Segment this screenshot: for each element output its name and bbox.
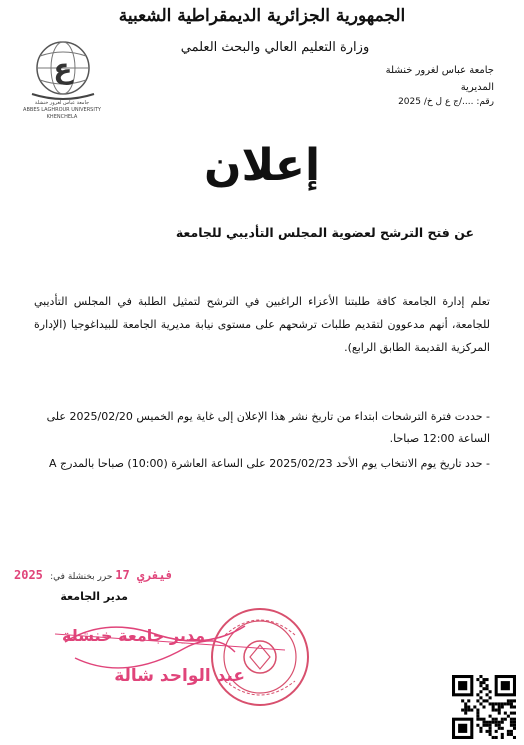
signature-line-1: مدير جامعة خنشلة	[61, 626, 205, 645]
qr-code	[452, 675, 516, 739]
logo-caption	[14, 100, 110, 121]
announcement-bullet-1: - حددت فترة الترشحات ابتداء من تاريخ نشر هذا الإعلان إلى غاية يوم الخميس 2025/02/20 على الساعة 12:00 صباحا.	[46, 410, 490, 445]
issue-date: 2025 فيفري 17	[14, 568, 174, 582]
republic-title: الجمهورية الجزائرية الديمقراطية الشعبية	[118, 6, 406, 26]
signer-title: مدير الجامعة	[60, 590, 128, 603]
ministry-title: وزارة التعليم العالي والبحث العلمي	[180, 40, 370, 55]
announcement-paragraph: تعلم إدارة الجامعة كافة طلبتنا الأعزاء الراغبين في الترشح لتمثيل الطلبة في المجلس التأديبي للجامعة، أنهم مدعوون لتقديم طلبات ترشحهم على مستوى نيابة مديرية الجامعة للبيداغوجيا (الإدارة المركزية القديمة الطابق الرابع).	[34, 295, 490, 354]
logo-letter: ع	[53, 52, 73, 85]
announcement-title: إعلان	[203, 140, 321, 191]
announcement-subtitle: عن فتح الترشح لعضوية المجلس التأديبي للجامعة	[175, 225, 474, 240]
logo-caption-ar: جامعة عباس لغرور خنشلة	[34, 100, 90, 106]
announcement-bullet-2: - حدد تاريخ يوم الانتخاب يوم الأحد 2025/02/23 على الساعة العاشرة (10:00) صباحا بالمدرج A	[48, 457, 490, 470]
logo-caption-en: ABBES LAGHROUR UNIVERSITY KHENCHELA	[23, 107, 101, 120]
signature-line-2: عبد الواحد شالة	[114, 666, 245, 686]
reference-number: رقم: ..../ج ع ل خ/ 2025	[398, 97, 494, 107]
signature-block	[45, 612, 305, 702]
issue-place-label: حرر بخنشلة في:	[50, 572, 113, 582]
sender-block	[344, 62, 494, 96]
issue-place-date	[14, 568, 174, 582]
sender-directorate: المديرية	[460, 82, 494, 93]
sender-university: جامعة عباس لغرور خنشلة	[385, 65, 494, 76]
